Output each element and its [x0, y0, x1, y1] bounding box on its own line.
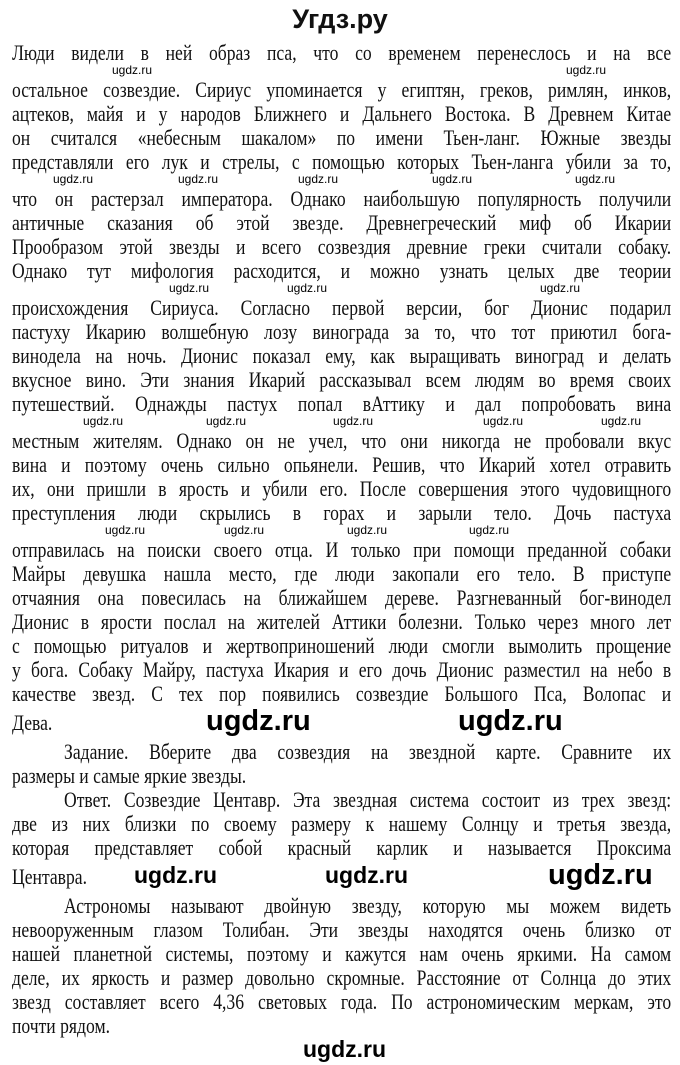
text-line: нашей планетной системы, поэтому и кажутся нам очень яркими. На самом [12, 941, 672, 966]
text-line-row [12, 763, 671, 787]
watermark: ugdz.ru [432, 172, 473, 186]
text-line-row [12, 609, 671, 633]
watermark-row [12, 282, 671, 295]
text-line-row [12, 210, 671, 234]
text-line: деле, их яркость и размер довольно скромные. Расстояние от Солнца до этих [12, 965, 672, 990]
text-line-row [12, 234, 671, 258]
text-line: невооруженным глазом Толибан. Эти звезды находятся очень близко от [12, 917, 672, 942]
text-line: Майры девушка нашла место, где люди закопали его тело. В приступе [12, 561, 672, 586]
watermark: ugdz.ru [224, 523, 265, 537]
watermark: ugdz.ru [601, 414, 642, 428]
text-line-row [12, 343, 671, 367]
watermark: ugdz.ru [112, 63, 153, 77]
text-line-row [12, 101, 671, 125]
watermark: ugdz.ru [575, 172, 616, 186]
watermark: ugdz.ru [287, 281, 328, 295]
watermark: ugdz.ru [469, 523, 510, 537]
text-line: путешествий. Однажды пастух попал вАттику и дал попробовать вина [12, 391, 672, 416]
text-line: у бога. Собаку Майру, пастуха Икария и его дочь Дионис разместил на небо в [12, 657, 672, 682]
text-line: Астрономы называют двойную звезду, которую мы можем видеть [64, 893, 672, 918]
text-line: Дионис в ярости послал на жителей Аттики болезни. Только через много лет [12, 609, 672, 634]
text-line-row [12, 705, 671, 739]
watermark: ugdz.ru [169, 281, 210, 295]
watermark: ugdz.ru [325, 862, 409, 888]
text-line: с помощью ритуалов и жертвоприношений люди смогли вымолить прощение [12, 633, 672, 658]
text-line: Дева. [12, 710, 53, 735]
text-line-row [12, 739, 671, 763]
watermark: ugdz.ru [483, 414, 524, 428]
text-line-row [12, 295, 671, 319]
text-line: качестве звезд. С тех пор появились созвездие Большого Пса, Волопас и [12, 681, 672, 706]
text-line-row [12, 681, 671, 705]
text-line: преступления люди скрылись в горах и зарыли тело. Дочь пастуха [12, 500, 672, 525]
watermark: ugdz.ru [206, 414, 247, 428]
text-line: почти рядом. [12, 1013, 110, 1038]
text-line: местным жителям. Однако он не учел, что они никогда не пробовали вкус [12, 428, 672, 453]
watermark: ugdz.ru [548, 859, 653, 891]
text-line: Центавра. [12, 864, 87, 889]
text-line-row [12, 1013, 671, 1037]
text-line: вина и поэтому очень сильно опьянели. Решив, что Икарий хотел отравить [12, 452, 672, 477]
text-line-row [12, 77, 671, 101]
text-line-row [12, 965, 671, 989]
text-line: звезд составляет всего 4,36 световых года. По астрономическим меркам, это [12, 989, 672, 1014]
watermark-row [12, 173, 671, 186]
text-line-row [12, 989, 671, 1013]
text-line: винодела на ночь. Дионис показал ему, как выращивать виноград и делать [12, 343, 672, 368]
watermark: ugdz.ru [53, 172, 94, 186]
text-line-row [12, 258, 671, 282]
text-line-row [12, 452, 671, 476]
text-line-row [12, 367, 671, 391]
text-line-row [12, 428, 671, 452]
text-line-row [12, 917, 671, 941]
text-line: происхождения Сириуса. Согласно первой версии, бог Дионис подарил [12, 295, 672, 320]
text-line: остальное созвездие. Сириус упоминается у египтян, греков, римлян, инков, [12, 77, 672, 102]
text-line: представляли его лук и стрелы, с помощью которых Тьен-ланга убили за то, [12, 149, 672, 174]
watermark: ugdz.ru [333, 414, 374, 428]
text-line-row [12, 500, 671, 524]
watermark: ugdz.ru [105, 523, 146, 537]
site-header-title: Угдз.ру [292, 4, 388, 34]
watermark: ugdz.ru [206, 705, 311, 737]
text-line-row [12, 811, 671, 835]
document-body [12, 40, 671, 1037]
text-line-row [12, 391, 671, 415]
text-line-row [12, 893, 671, 917]
text-line-row [12, 657, 671, 681]
text-line-row [12, 787, 671, 811]
text-line-row [12, 941, 671, 965]
watermark-row [12, 64, 671, 77]
text-line-row [12, 859, 671, 893]
watermark: ugdz.ru [134, 862, 218, 888]
text-line: античные сказания об этой звезде. Древнегреческий миф об Икарии [12, 210, 672, 235]
watermark-row [12, 524, 671, 537]
watermark: ugdz.ru [347, 523, 388, 537]
text-line-row [12, 633, 671, 657]
watermark: ugdz.ru [540, 281, 581, 295]
text-line-row [12, 835, 671, 859]
text-line: ацтеков, майя и у народов Ближнего и Дальнего Востока. В Древнем Китае [12, 101, 672, 126]
text-line: Ответ. Созвездие Центавр. Эта звездная система состоит из трех звезд: [64, 787, 672, 812]
watermark: ugdz.ru [458, 705, 563, 737]
watermark: ugdz.ru [303, 1036, 387, 1062]
text-line-row [12, 537, 671, 561]
text-line: Люди видели в ней образ пса, что со временем перенеслось и на все [12, 40, 672, 65]
watermark: ugdz.ru [83, 414, 124, 428]
watermark: ugdz.ru [566, 63, 607, 77]
text-line: Прообразом этой звезды и всего созвездия древние греки считали собаку. [12, 234, 672, 259]
text-line: Задание. Вберите два созвездия на звездной карте. Сравните их [64, 739, 672, 764]
watermark: ugdz.ru [298, 172, 339, 186]
text-line-row [12, 476, 671, 500]
text-line-row [12, 125, 671, 149]
text-line: отчаяния она повесилась на ближайшем дереве. Разгневанный бог-винодел [12, 585, 672, 610]
text-line-row [12, 186, 671, 210]
text-line: Однако тут мифология расходится, и можно узнать целых две теории [12, 258, 672, 283]
text-line: отправилась на поиски своего отца. И только при помощи преданной собаки [12, 537, 672, 562]
watermark: ugdz.ru [178, 172, 219, 186]
text-line: которая представляет собой красный карлик и называется Проксима [12, 835, 672, 860]
text-line-row [12, 561, 671, 585]
text-line: две из них близки по своему размеру к нашему Солнцу и третья звезда, [12, 811, 672, 836]
text-line: что он растерзал императора. Однако наибольшую популярность получили [12, 186, 672, 211]
text-line: размеры и самые яркие звезды. [12, 763, 247, 788]
watermark-row [12, 415, 671, 428]
text-line-row [12, 40, 671, 64]
text-line: он считался «небесным шакалом» по имени Тьен-ланг. Южные звезды [12, 125, 672, 150]
text-line-row [12, 319, 671, 343]
text-line: вкусное вино. Эти знания Икарий рассказывал всем людям во время своих [12, 367, 672, 392]
text-line: пастуху Икарию волшебную лозу винограда за то, что тот приютил бога- [12, 319, 672, 344]
text-line: их, они пришли в ярость и убили его. После совершения этого чудовищного [12, 476, 672, 501]
text-line-row [12, 149, 671, 173]
text-line-row [12, 585, 671, 609]
